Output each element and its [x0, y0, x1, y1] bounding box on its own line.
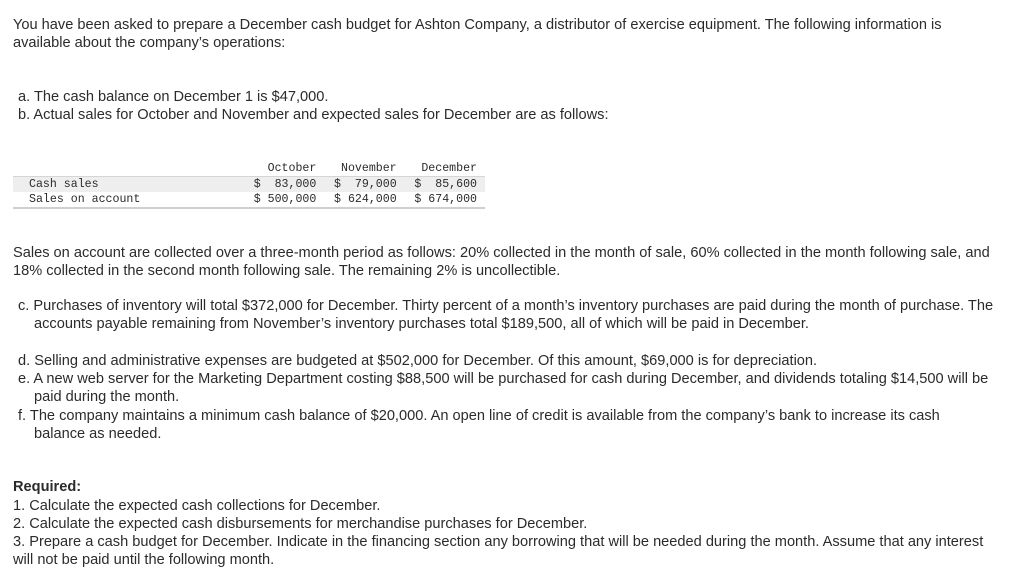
- row-label-sales-on-account: Sales on account: [13, 192, 244, 208]
- account-sales-november: $ 624,000: [324, 192, 404, 208]
- header-october: October: [267, 161, 317, 175]
- required-heading: Required:: [13, 479, 82, 495]
- required-item-2: 2. Calculate the expected cash disbursements for merchandise purchases for December.: [13, 516, 588, 532]
- table-row: [13, 192, 485, 208]
- account-sales-december: $ 674,000: [405, 192, 485, 208]
- row-label-cash-sales: Cash sales: [13, 177, 244, 193]
- header-december: December: [421, 161, 477, 175]
- table-row: [13, 177, 485, 193]
- required-item-1: 1. Calculate the expected cash collections for December.: [13, 498, 381, 514]
- table-header-row: [13, 160, 485, 177]
- item-c: c. Purchases of inventory will total $372,000 for December. Thirty percent of a month’s inventory purchases are paid during the month of purchase. The accounts payable remaining from November’s inventory purchases total $189,500, all of which will be paid in December.: [18, 298, 994, 333]
- sales-table: [13, 160, 485, 209]
- item-d: d. Selling and administrative expenses are budgeted at $502,000 for December. Of this amount, $69,000 is for depreciation.: [18, 353, 818, 369]
- account-sales-october: $ 500,000: [244, 192, 324, 208]
- collections-paragraph: Sales on account are collected over a three-month period as follows: 20% collected in the month of sale, 60% collected in the month following sale, and 18% collected in the second month following sale. The remaining 2% is uncollectible.: [13, 245, 990, 280]
- cash-sales-november: $ 79,000: [324, 177, 404, 193]
- item-b: b. Actual sales for October and November and expected sales for December are as follows:: [18, 107, 609, 123]
- item-e: e. A new web server for the Marketing Department costing $88,500 will be purchased for cash during December, and dividends totaling $14,500 will be paid during the month.: [18, 371, 989, 406]
- intro-paragraph: You have been asked to prepare a December cash budget for Ashton Company, a distributor of exercise equipment. The following information is available about the company’s operations:: [13, 17, 942, 52]
- cash-sales-october: $ 83,000: [244, 177, 324, 193]
- header-november: November: [340, 161, 397, 175]
- cash-sales-december: $ 85,600: [405, 177, 485, 193]
- required-item-3: 3. Prepare a cash budget for December. Indicate in the financing section any borrowing that will be needed during the month. Assume that any interest will not be paid until the following month.: [13, 534, 984, 569]
- item-f: f. The company maintains a minimum cash balance of $20,000. An open line of credit is available from the company’s bank to increase its cash balance as needed.: [18, 408, 940, 443]
- item-a: a. The cash balance on December 1 is $47,000.: [18, 89, 329, 105]
